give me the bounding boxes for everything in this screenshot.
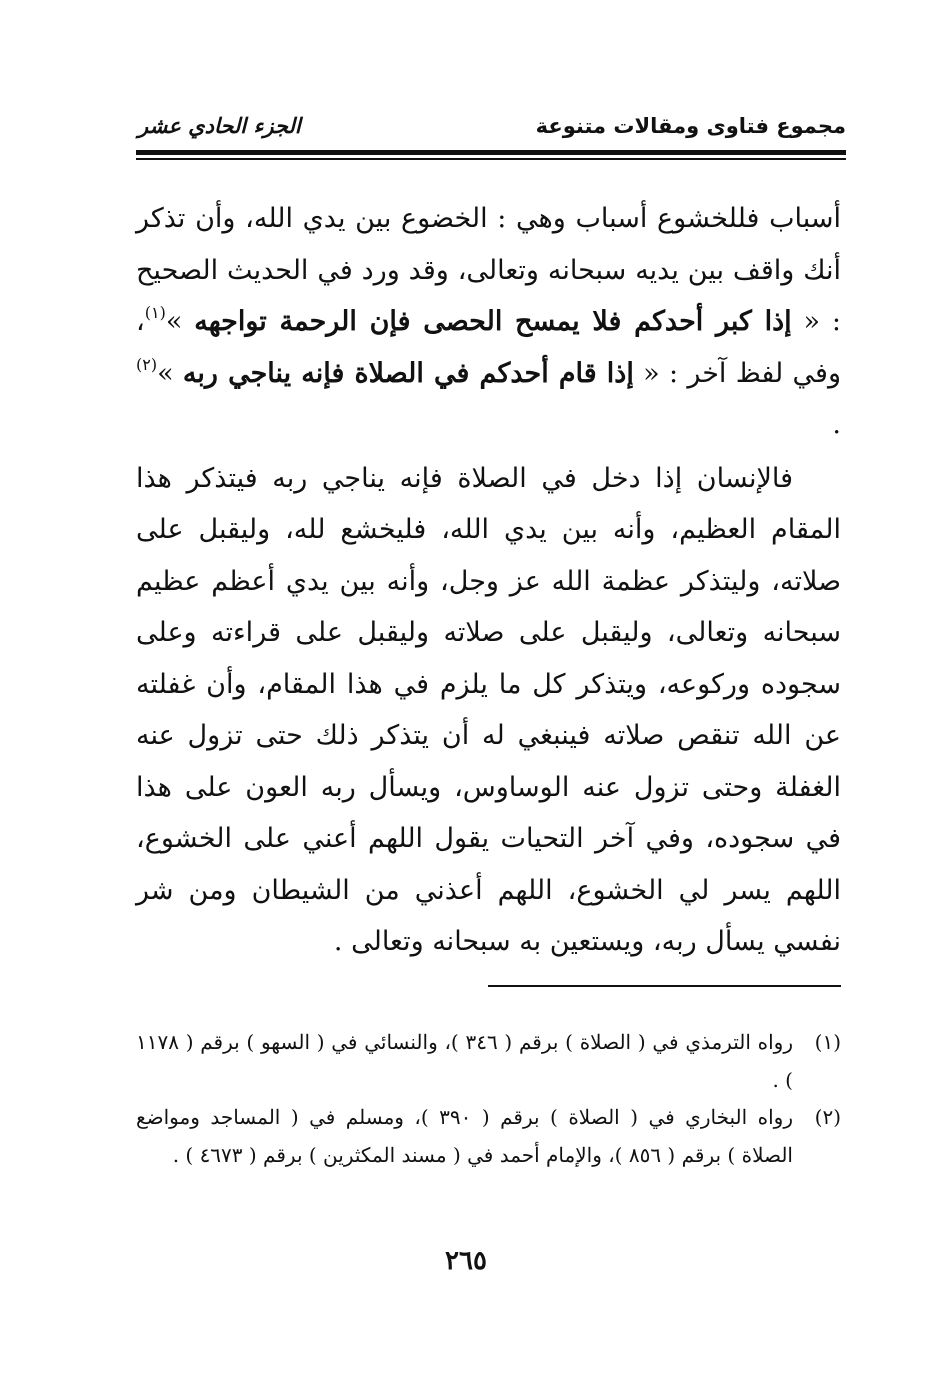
- main-text: [136, 193, 841, 970]
- hadith-quote-2: إذا قام أحدكم في الصلاة فإنه يناجي ربه: [182, 357, 634, 389]
- text-segment: »: [157, 357, 183, 389]
- footnotes: [136, 1024, 841, 1174]
- book-title: مجموع فتاوى ومقالات متنوعة: [535, 114, 846, 138]
- footnote-separator: [488, 985, 841, 987]
- header-rule-thin: [136, 158, 846, 160]
- text-segment: أسباب فللخشوع أسباب وهي : الخضوع بين يدي الله، وأن تذكر أنك واقف بين يديه سبحانه وتعالى، وقد ورد في الحديث الصحيح : «: [136, 203, 841, 337]
- hadith-quote-1: إذا كبر أحدكم فلا يمسح الحصى فإن الرحمة تواجهه: [194, 306, 792, 337]
- footnote-1: [136, 1024, 841, 1099]
- footnote-text: رواه البخاري في ( الصلاة ) برقم ( ٣٩٠ )، ومسلم في ( المساجد ومواضع الصلاة ) برقم ( ٨٥٦ )، والإمام أحمد في ( مسند المكثرين ) برقم ( ٤٦٧٣ ) .: [136, 1105, 793, 1167]
- running-header: [138, 114, 846, 150]
- footnote-number: (٢): [814, 1105, 841, 1129]
- text-segment: .: [832, 409, 841, 440]
- paragraph-2: فالإنسان إذا دخل في الصلاة فإنه يناجي ربه فيتذكر هذا المقام العظيم، وأنه بين يدي الله، فليخشع لله، وليقبل على صلاته، وليتذكر عظمة الله عز وجل، وأنه بين يدي أعظم عظيم سبحانه وتعالى، وليقبل على صلاته وليقبل على قراءته وعلى سجوده وركوعه، ويتذكر كل ما يلزم في هذا المقام، وأن غفلته عن الله تنقص صلاته فينبغي له أن يتذكر ذلك حتى تزول عنه الغفلة وحتى تزول عنه الوساوس، ويسأل ربه العون على هذا في سجوده، وفي آخر التحيات يقول اللهم أعني على الخشوع، اللهم يسر لي الخشوع، اللهم أعذني من الشيطان ومن شر نفسي يسأل ربه، ويستعين به سبحانه وتعالى .: [136, 462, 841, 957]
- page-number: ٢٦٥: [445, 1246, 487, 1276]
- footnote-ref-1[interactable]: (١): [144, 303, 166, 322]
- text-segment: ، وفي لفظ آخر : «: [136, 306, 841, 389]
- footnote-text: رواه الترمذي في ( الصلاة ) برقم ( ٣٤٦ )، والنسائي في ( السهو ) برقم ( ١١٧٨ ) .: [136, 1030, 793, 1092]
- text-segment: »: [165, 306, 195, 337]
- footnote-ref-2[interactable]: (٢): [136, 354, 158, 374]
- footnote-2: [136, 1099, 841, 1174]
- header-rule-thick: [136, 150, 846, 155]
- paragraph-1: [136, 193, 841, 451]
- volume-label: الجزء الحادي عشر: [138, 114, 301, 138]
- footnote-number: (١): [814, 1030, 841, 1054]
